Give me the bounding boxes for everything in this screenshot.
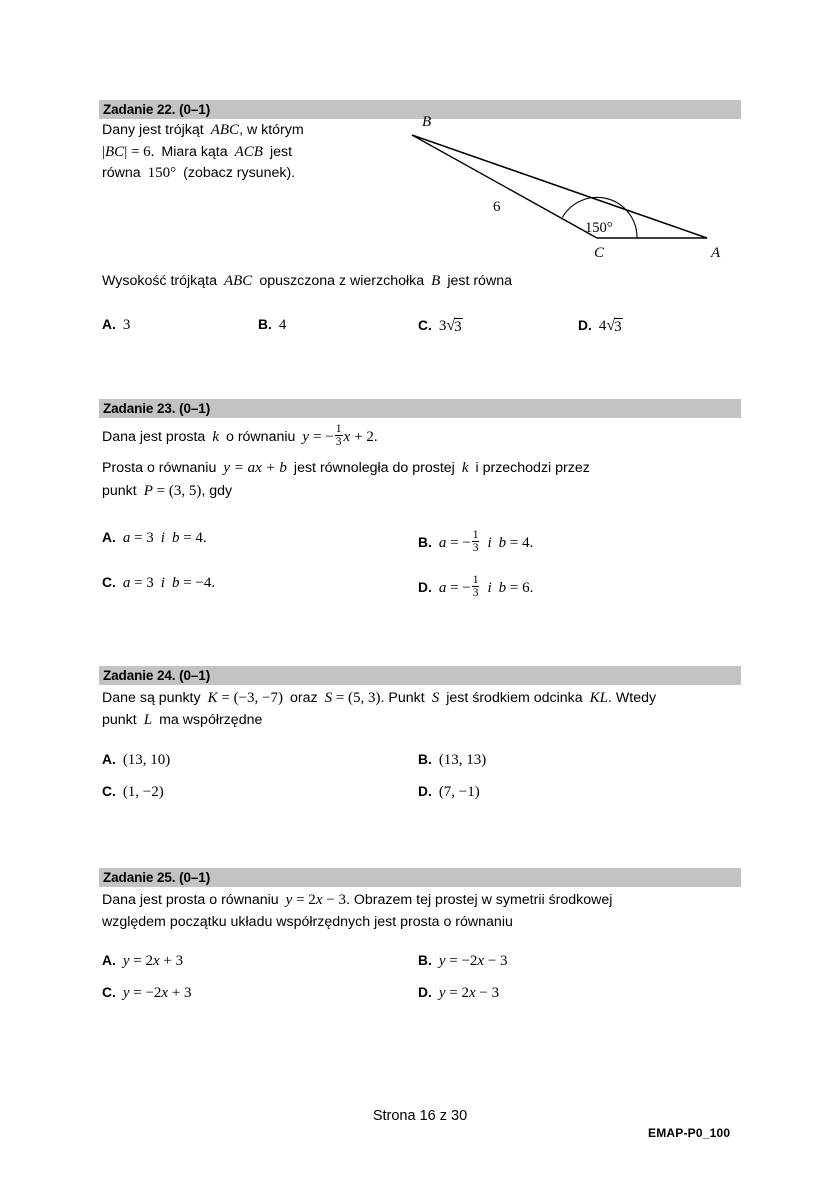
option-value (599, 317, 623, 335)
math-kl: KL (589, 690, 608, 706)
text: jest (269, 143, 293, 160)
text: Prosta o równaniu (102, 460, 217, 476)
sqrt-radicand: 3 (454, 318, 462, 335)
option-label: C. (102, 985, 116, 1000)
text: . Wtedy (608, 690, 657, 706)
footer-sheet-code: EMAP-P0_100 (648, 1126, 731, 1140)
text: , gdy (201, 483, 233, 499)
fraction-numerator: 1 (472, 528, 479, 541)
option-22-a[interactable] (102, 317, 130, 334)
option-25-a[interactable] (102, 953, 183, 970)
option-value: a = − $\frac{1}{3}$ i b = 4. (438, 528, 534, 555)
text: . Obrazem tej prostej w symetrii środkowej (345, 892, 613, 908)
option-label: D. (418, 784, 432, 799)
fraction-one-third (335, 423, 343, 449)
option-label: D. (418, 580, 432, 596)
task-22-intro-line-2 (102, 142, 402, 164)
math-point-s: S = (5, 3) (324, 690, 381, 706)
option-23-d[interactable] (418, 575, 533, 601)
task-22-intro-line-1 (102, 120, 402, 142)
text: punkt (102, 712, 137, 728)
option-value: y = 2x + 3 (122, 953, 184, 969)
option-label: B. (418, 752, 432, 767)
vertex-label-c: C (594, 245, 605, 261)
option-label: B. (418, 953, 432, 968)
math-k: k (212, 429, 219, 446)
fraction-numerator: 1 (472, 573, 479, 586)
option-24-b[interactable] (418, 752, 486, 769)
task-23-line-3 (102, 481, 742, 503)
math-abc: ABC (223, 273, 253, 289)
math-x: x (343, 429, 351, 446)
fraction-denominator: 3 (472, 587, 479, 600)
text: . Punkt (380, 690, 425, 706)
option-value: y = −2x − 3 (438, 953, 508, 969)
math-bc-eq-6: |BC| = 6. (102, 143, 155, 160)
text: Miara kąta (161, 143, 228, 160)
option-label: B. (258, 317, 272, 332)
option-label: D. (578, 318, 592, 333)
task-24-line-2 (102, 710, 747, 732)
option-25-d[interactable] (418, 985, 499, 1002)
task-23-options (102, 530, 742, 605)
option-23-a[interactable] (102, 530, 207, 547)
option-value: 4 (278, 317, 287, 333)
text: opuszczona z wierzchołka (259, 273, 425, 289)
option-label: A. (102, 953, 116, 968)
task-24-line-1 (102, 688, 747, 710)
math-abc: ABC (210, 122, 240, 138)
option-24-d[interactable] (418, 784, 480, 801)
option-value: 3 (122, 317, 131, 333)
option-value: a = 3 i b = −4. (122, 575, 216, 591)
option-label: C. (418, 318, 432, 333)
fraction-one-third (472, 529, 480, 555)
option-label: A. (102, 317, 116, 332)
fraction-denominator: 3 (472, 542, 479, 555)
option-label: B. (418, 535, 432, 551)
text: jest równa (447, 273, 512, 289)
task-23-line-2 (102, 458, 742, 480)
math-point-k: K = (−3, −7) (207, 690, 283, 706)
text: Dana jest prosta o równaniu (102, 892, 279, 908)
task-22-intro (102, 120, 402, 185)
option-23-b[interactable] (418, 530, 533, 556)
task-25-options (102, 953, 742, 1018)
angle-measure-label: 150° (585, 220, 613, 236)
text: jest środkiem odcinka (446, 690, 583, 706)
task-24-options (102, 752, 742, 817)
option-25-b[interactable] (418, 953, 508, 970)
option-value: a = 3 i b = 4. (122, 530, 207, 546)
option-label: A. (102, 530, 116, 545)
text: (zobacz rysunek). (183, 165, 296, 181)
option-25-c[interactable] (102, 985, 192, 1002)
side-length-label: 6 (493, 199, 501, 215)
math-s: S (431, 690, 440, 706)
option-22-c[interactable] (418, 317, 463, 335)
option-value: (1, −2) (122, 784, 164, 800)
text: punkt (102, 483, 137, 499)
triangle-side-ba (412, 135, 707, 238)
math-k: k (461, 460, 469, 476)
math-point-p: P = (3, 5) (143, 483, 202, 499)
radical-icon: √ (446, 317, 456, 334)
text: ma współrzędne (159, 712, 263, 728)
task-25-line-1 (102, 890, 747, 912)
task-22-intro-line-3 (102, 163, 402, 185)
option-value (439, 317, 463, 335)
angle-value: 150° (147, 165, 177, 181)
math-operator: = − (313, 429, 334, 446)
text: oraz (289, 690, 318, 706)
triangle-figure (395, 112, 740, 262)
task-header-22: Zadanie 22. (0–1) (99, 100, 741, 119)
option-value: (13, 10) (122, 752, 171, 768)
option-label: C. (102, 784, 116, 799)
task-23-line-1 (102, 424, 742, 450)
option-24-a[interactable] (102, 752, 170, 769)
math-tail: + 2. (354, 429, 378, 446)
option-22-b[interactable] (258, 317, 286, 334)
sqrt-radicand: 3 (614, 318, 622, 335)
option-label: D. (418, 985, 432, 1000)
math-acb: ACB (234, 143, 263, 160)
option-label: C. (102, 575, 116, 590)
sqrt-coefficient: 4 (598, 318, 607, 334)
text: jest równoległa do prostej (293, 460, 455, 476)
text: , w którym (239, 122, 304, 138)
option-label: A. (102, 752, 116, 767)
option-value: y = −2x + 3 (122, 985, 192, 1001)
triangle-svg (395, 112, 740, 262)
task-22-question (102, 271, 742, 293)
text: równa (102, 165, 141, 181)
text: względem początku układu współrzędnych jest prosta o równaniu (102, 914, 513, 930)
text: o równaniu (225, 429, 296, 446)
radical-icon: √ (606, 317, 616, 334)
option-value: (13, 13) (438, 752, 487, 768)
option-22-d[interactable] (578, 317, 623, 335)
math-equation: y = ax + b (223, 460, 287, 476)
math-l: L (143, 712, 153, 728)
vertex-label-b: B (422, 114, 432, 130)
math-y: y (302, 429, 310, 446)
task-header-25: Zadanie 25. (0–1) (99, 868, 741, 887)
option-23-c[interactable] (102, 575, 215, 592)
task-header-24: Zadanie 24. (0–1) (99, 666, 741, 685)
option-24-c[interactable] (102, 784, 164, 801)
text: Wysokość trójkąta (102, 273, 217, 289)
fraction-denominator: 3 (335, 436, 342, 449)
option-value: y = 2x − 3 (438, 985, 500, 1001)
text: Dana jest prosta (102, 429, 206, 446)
option-value: (7, −1) (438, 784, 480, 800)
option-value: a = − $\frac{1}{3}$ i b = 6. (438, 573, 534, 600)
text: Dane są punkty (102, 690, 201, 706)
task-25-line-2 (102, 912, 747, 934)
fraction-one-third (472, 574, 480, 600)
text: Dany jest trójkąt (102, 122, 204, 138)
footer-page-number: Strona 16 z 30 (372, 1108, 468, 1124)
math-b: B (431, 273, 441, 289)
vertex-label-a: A (711, 245, 721, 261)
fraction-numerator: 1 (335, 422, 342, 435)
math-equation: y = 2x − 3 (285, 892, 346, 908)
text: i przechodzi przez (475, 460, 590, 476)
task-22-options (102, 317, 742, 343)
sqrt-coefficient: 3 (438, 318, 447, 334)
task-header-23: Zadanie 23. (0–1) (99, 399, 741, 418)
